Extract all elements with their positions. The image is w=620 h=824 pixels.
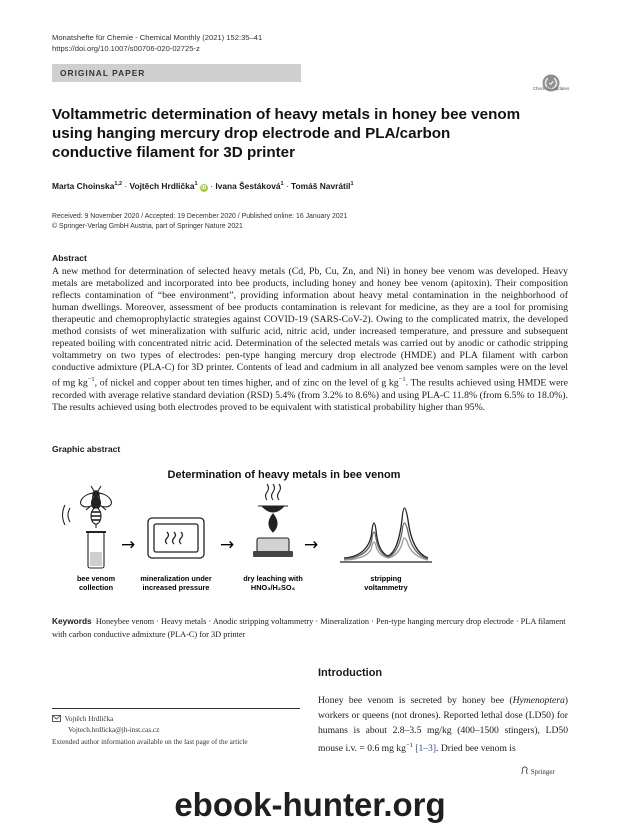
- abstract-text: . The results achieved using HMDE were recorded with average relative standard deviation (RSD) 5.4% (from 3.2% to 8.6%) and using PLA-C 11.8% (from 6.5% to 18.0%). The results achieved using both electrodes proved to be equivalent with statistical probability higher than 95%.: [52, 377, 568, 413]
- check-for-updates-label[interactable]: Check for updates: [532, 86, 570, 91]
- footnote-divider: [52, 708, 300, 709]
- graphic-abstract-heading: Graphic abstract: [52, 444, 121, 454]
- bee-icon: [78, 486, 113, 528]
- publisher-name: Springer: [530, 768, 555, 776]
- graphic-abstract-figure: [52, 460, 564, 600]
- step-label: increased pressure: [142, 583, 210, 592]
- step-label: stripping: [370, 574, 402, 583]
- author-name[interactable]: Ivana Šestáková: [215, 181, 281, 191]
- step-label: collection: [78, 583, 114, 592]
- publisher-logo: [520, 766, 555, 776]
- microwave-icon: [148, 518, 204, 558]
- abstract-text: , of nickel and copper about ten times higher, and of zinc on the level of g kg: [94, 377, 399, 389]
- introduction-heading: Introduction: [318, 667, 383, 679]
- journal-header: [52, 32, 262, 54]
- author-separator: ·: [122, 181, 130, 191]
- abstract-body: [52, 266, 568, 414]
- arrow-icon: →: [304, 535, 319, 555]
- journal-citation: Monatshefte für Chemie - Chemical Monthly (2021) 152:35–41: [52, 33, 263, 42]
- author-affiliation: 1,2: [114, 181, 123, 188]
- citation-link[interactable]: [1–3]: [415, 743, 437, 755]
- intro-text: Honey bee venom is secreted by honey bee (: [318, 695, 513, 706]
- arrow-icon: →: [220, 535, 235, 555]
- corresponding-author-email[interactable]: Vojtech.hrdlicka@jh-inst.cas.cz: [68, 726, 160, 734]
- abstract-text: A new method for determination of selected heavy metals (Cd, Pb, Cu, Zn, and Ni) in honey bee venom was developed. Heavy metals are metabolized and incorporated into bee products, including honey and honey bee venom (apitoxin). Their composition reflects contamination of “bee environment”, providing information about heavy metal contamination in the neighborhood of human dwellings. Moreover, assessment of bee products contamination is relevant for medicine, as they are a tool for promising therapeutic and chemoprophylactic strategies against COVID-19 (SARS-CoV-2). Owing to the complicated matrix, the developed method consists of wet mineralization with sulfuric acid, nitric acid, under increased temperature, and pressure and subsequent repeated boiling with concentrated nitric acid. Determination of the selected metals was carried out by anodic or cathodic stripping voltammetry on two types of electrodes: pen-type hanging mercury drop electrode (HMDE) and PLA filament with carbon conductive admixture (PLA-C) for 3D printer. Contents of lead and cadmium in all analyzed bee venom samples were on the level of mg kg: [52, 266, 568, 389]
- extended-author-info: Extended author information available on the last page of the article: [52, 738, 248, 746]
- voltammogram-icon: [340, 508, 432, 562]
- heating-flame-icon: [253, 484, 293, 557]
- author-affiliation: 1: [280, 181, 284, 188]
- arrow-icon: →: [121, 535, 136, 555]
- unit-exponent: −1: [405, 742, 413, 749]
- introduction-body: [318, 693, 568, 756]
- keywords-text: Honeybee venom · Heavy metals · Anodic stripping voltammetry · Mineralization · Pen-type hanging mercury drop electrode · PLA filament with carbon conductive admixture (PLA-C) for 3D printer: [52, 617, 566, 639]
- unit-exponent: −1: [87, 376, 95, 384]
- author-name[interactable]: Marta Choinska: [52, 181, 115, 191]
- article-title: Voltammetric determination of heavy metals in honey bee venom using hanging mercury drop electrode and PLA/carbon conductive filament for 3D printer: [52, 106, 521, 161]
- publication-dates: [52, 212, 347, 232]
- intro-text: . Dried bee venom is: [436, 743, 516, 755]
- step-label: mineralization under: [140, 574, 212, 583]
- keywords-label: Keywords: [52, 616, 92, 626]
- step-label: bee venom: [76, 574, 116, 583]
- species-name: Hymenoptera: [512, 695, 565, 706]
- author-name[interactable]: Tomáš Navrátil: [291, 181, 351, 191]
- abstract-heading: Abstract: [52, 253, 87, 263]
- figure-title: Determination of heavy metals in bee venom: [167, 469, 401, 481]
- orcid-icon[interactable]: iD: [201, 185, 207, 191]
- article-type-banner: ORIGINAL PAPER: [52, 64, 301, 82]
- author-separator: ·: [207, 181, 216, 191]
- envelope-icon: [52, 715, 61, 722]
- date-history: Received: 9 November 2020 / Accepted: 19 December 2020 / Published online: 16 January 2021: [52, 213, 348, 220]
- springer-horse-icon: [520, 766, 529, 775]
- unit-exponent: −1: [398, 376, 406, 384]
- author-name[interactable]: Vojtěch Hrdlička: [129, 181, 195, 191]
- corresponding-author-name: Vojtěch Hrdlička: [64, 715, 114, 723]
- copyright-notice: © Springer-Verlag GmbH Austria, part of Springer Nature 2021: [52, 223, 243, 230]
- author-affiliation: 1: [194, 181, 198, 188]
- step-label: voltammetry: [364, 583, 408, 592]
- watermark-text: ebook-hunter.org: [174, 786, 446, 823]
- step-label: dry leaching with: [243, 574, 303, 583]
- author-list: [52, 181, 354, 192]
- doi-link[interactable]: https://doi.org/10.1007/s00706-020-02725-z: [52, 44, 200, 53]
- author-affiliation: 1: [350, 181, 354, 188]
- intro-text: ) workers or queens (not drones). Reported lethal dose (LD50) for humans is about 2.8–3.5 mg/kg (400–1500 stingers), LD50 mouse i.v. = 0.6 mg kg: [318, 695, 568, 755]
- step-label: HNO₃/H₂SO₄: [250, 583, 296, 592]
- correspondence-block: [52, 714, 159, 736]
- keywords: [52, 615, 568, 641]
- author-separator: ·: [283, 181, 292, 191]
- check-for-updates-icon[interactable]: [537, 66, 565, 100]
